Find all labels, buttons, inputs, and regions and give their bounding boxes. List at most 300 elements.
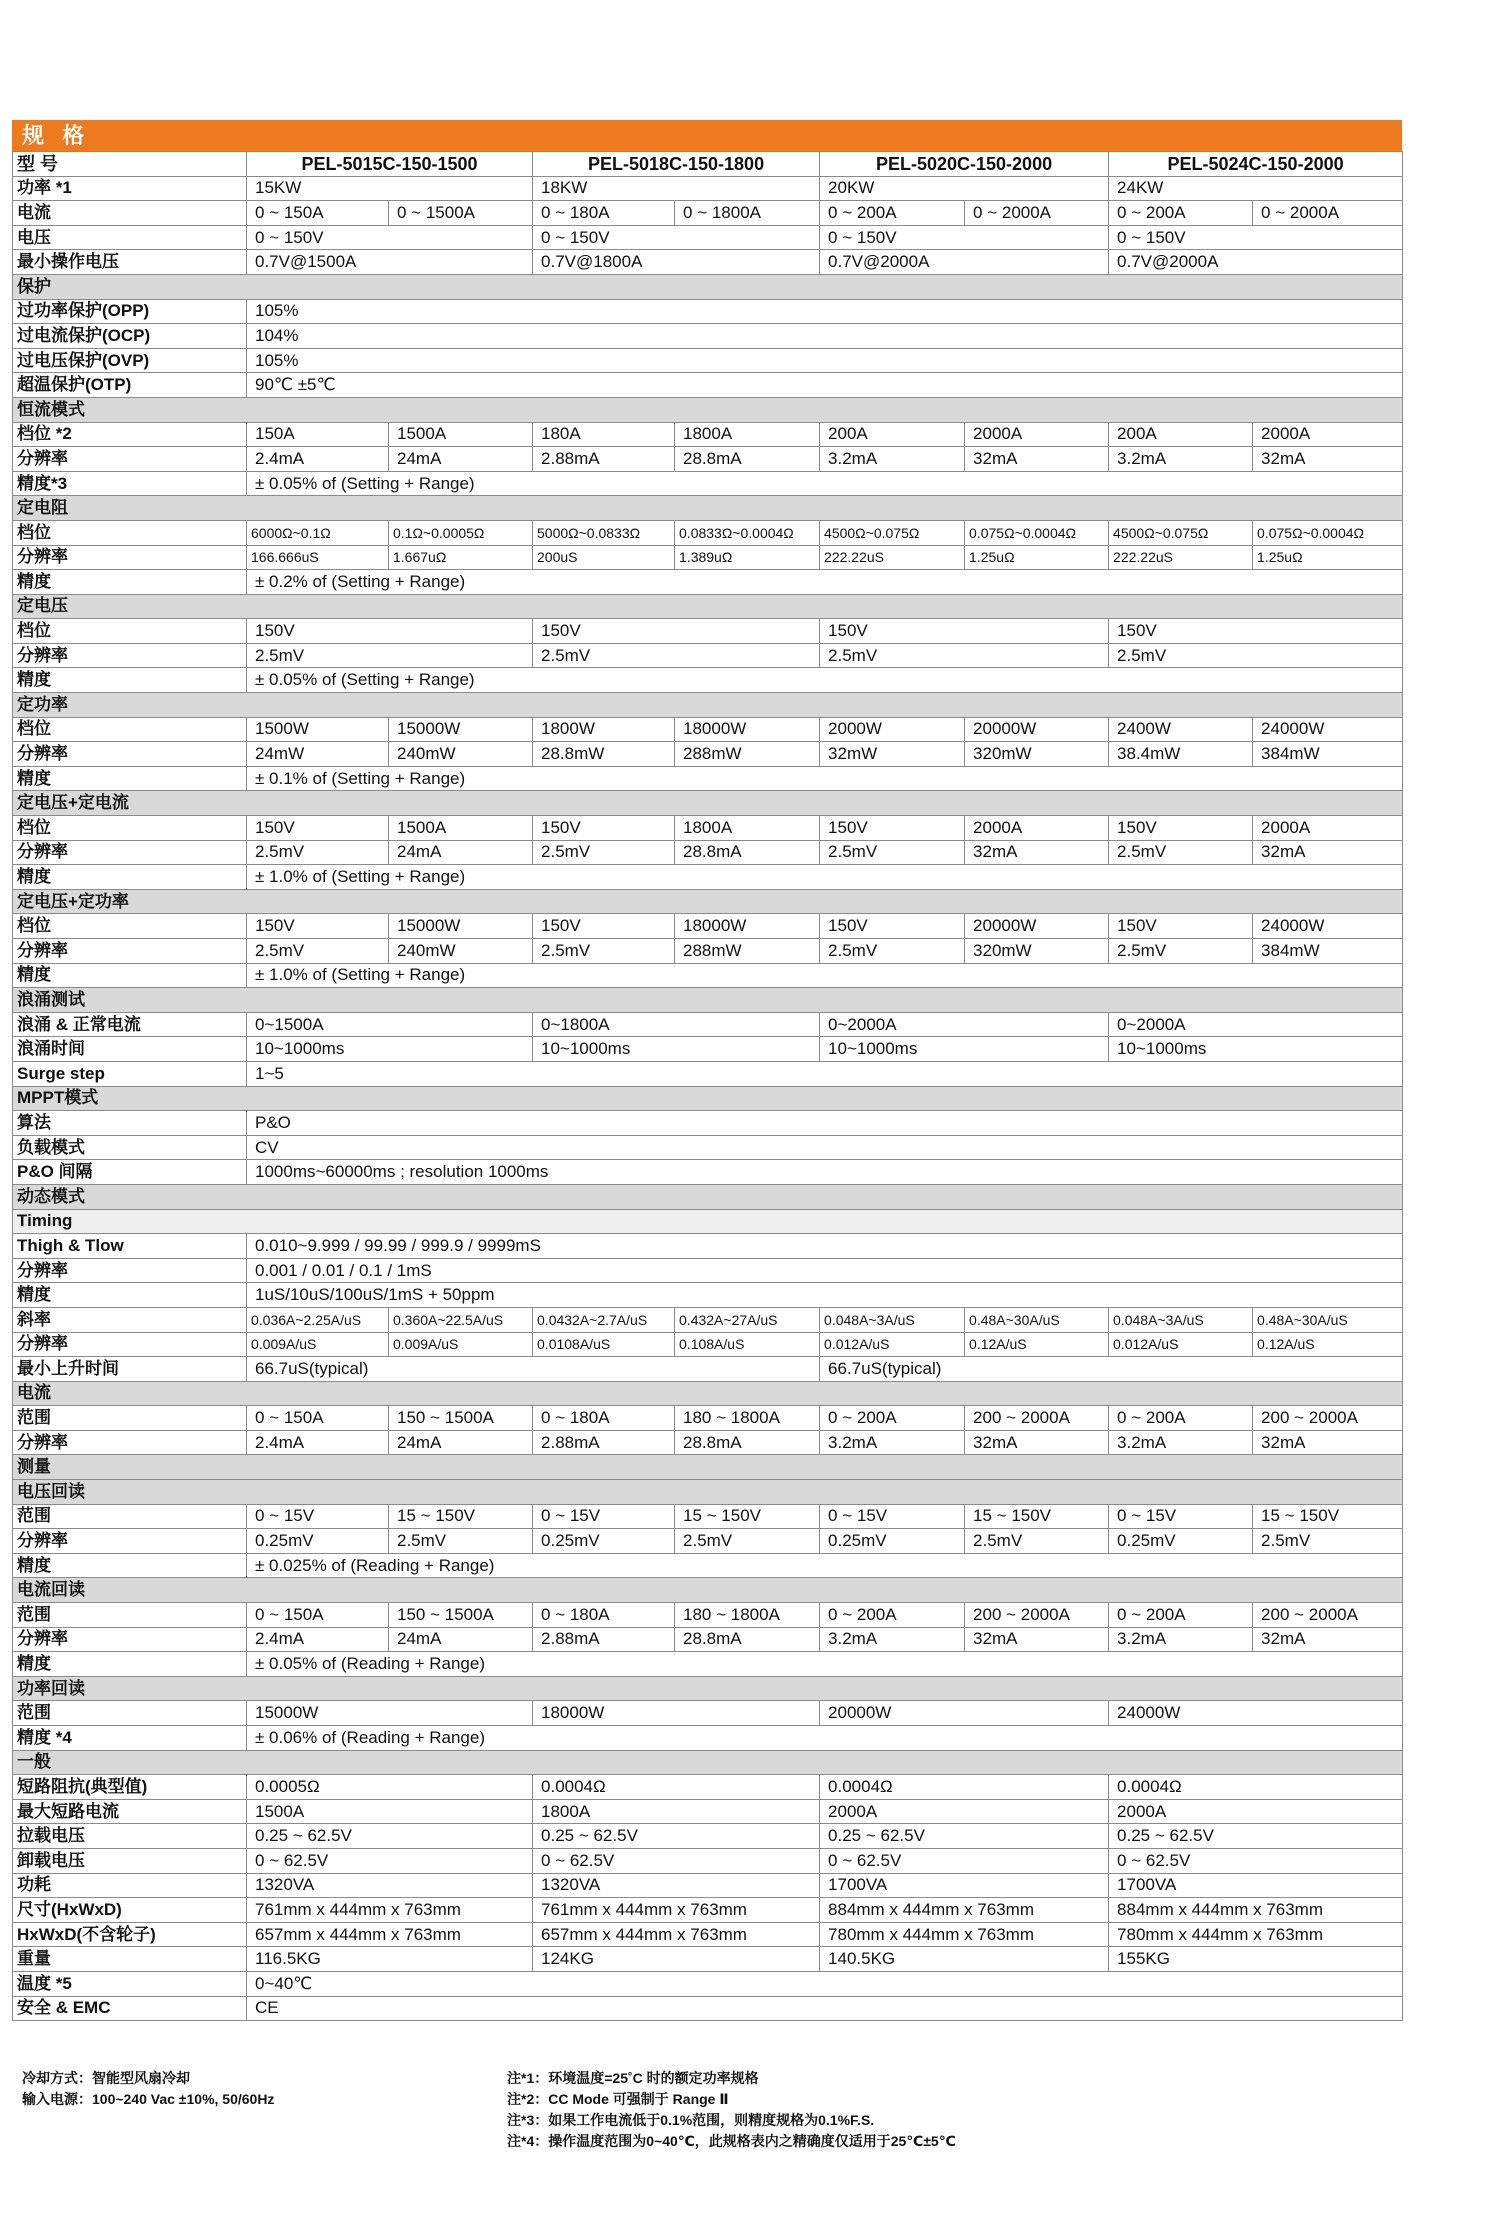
spec-cell: 320mW — [965, 939, 1109, 964]
spec-cell: 0.010~9.999 / 99.99 / 999.9 / 9999mS — [247, 1234, 1403, 1259]
spec-cell: 2000A — [965, 816, 1109, 841]
spec-cell: 28.8mA — [675, 1627, 820, 1652]
model-name: PEL-5020C-150-2000 — [820, 152, 1109, 177]
spec-cell: 0~1500A — [247, 1012, 533, 1037]
spec-row — [13, 1799, 1403, 1824]
spec-row — [13, 1234, 1403, 1259]
section-title: 功率回读 — [13, 1676, 1403, 1701]
spec-cell: 0.25 ~ 62.5V — [533, 1824, 820, 1849]
spec-cell: 28.8mA — [675, 1430, 820, 1455]
spec-cell: 0.1Ω~0.0005Ω — [389, 520, 533, 545]
spec-cell: 222.22uS — [1109, 545, 1253, 570]
spec-cell: 3.2mA — [1109, 1430, 1253, 1455]
spec-cell: 384mW — [1253, 939, 1403, 964]
row-label: 档位 — [13, 520, 247, 545]
row-label: 分辨率 — [13, 447, 247, 472]
spec-row — [13, 1283, 1403, 1308]
spec-cell: 3.2mA — [1109, 447, 1253, 472]
spec-cell: 2.5mV — [1109, 643, 1403, 668]
spec-cell: 2.5mV — [389, 1529, 533, 1554]
spec-row — [13, 1996, 1403, 2021]
spec-cell: 0 ~ 200A — [1109, 1603, 1253, 1628]
spec-cell: 1500A — [389, 816, 533, 841]
spec-cell: 0.25mV — [247, 1529, 389, 1554]
model-name: PEL-5015C-150-1500 — [247, 152, 533, 177]
row-label: 范围 — [13, 1504, 247, 1529]
spec-row — [13, 1307, 1403, 1332]
spec-cell: 0.048A~3A/uS — [820, 1307, 965, 1332]
spec-cell: 2.5mV — [1253, 1529, 1403, 1554]
spec-cell: 0.075Ω~0.0004Ω — [1253, 520, 1403, 545]
row-label: 范围 — [13, 1603, 247, 1628]
spec-cell: 32mA — [1253, 840, 1403, 865]
spec-cell: 0 ~ 150A — [247, 201, 389, 226]
spec-cell: 1.25uΩ — [965, 545, 1109, 570]
section-row — [13, 1381, 1403, 1406]
spec-row — [13, 717, 1403, 742]
spec-cell: 288mW — [675, 939, 820, 964]
row-label: 浪涌时间 — [13, 1037, 247, 1062]
spec-row — [13, 225, 1403, 250]
spec-cell: 320mW — [965, 742, 1109, 767]
spec-cell: 3.2mA — [820, 447, 965, 472]
spec-cell: 2000A — [1253, 816, 1403, 841]
note-3: 注*3：如果工作电流低于0.1%范围，则精度规格为0.1%F.S. — [507, 2112, 875, 2128]
spec-row — [13, 1947, 1403, 1972]
spec-cell: 0.25mV — [533, 1529, 675, 1554]
spec-row — [13, 619, 1403, 644]
spec-cell: 2.5mV — [533, 840, 675, 865]
spec-cell: 155KG — [1109, 1947, 1403, 1972]
row-label: 精度*3 — [13, 471, 247, 496]
spec-row — [13, 299, 1403, 324]
row-label: Surge step — [13, 1061, 247, 1086]
spec-cell: 15000W — [389, 914, 533, 939]
spec-cell: 0 ~ 15V — [533, 1504, 675, 1529]
row-label: 过功率保护(OPP) — [13, 299, 247, 324]
spec-sheet — [12, 120, 1402, 2021]
spec-cell: 240mW — [389, 742, 533, 767]
spec-cell: 24mW — [247, 742, 389, 767]
spec-row — [13, 1553, 1403, 1578]
spec-cell: 288mW — [675, 742, 820, 767]
spec-row — [13, 1332, 1403, 1357]
spec-cell: 20000W — [965, 717, 1109, 742]
spec-cell: 150V — [533, 914, 675, 939]
spec-row — [13, 1922, 1403, 1947]
row-label: 分辨率 — [13, 545, 247, 570]
spec-cell: 0~2000A — [1109, 1012, 1403, 1037]
spec-row — [13, 250, 1403, 275]
spec-cell: 780mm x 444mm x 763mm — [1109, 1922, 1403, 1947]
row-label: 精度 — [13, 1553, 247, 1578]
spec-cell: 24000W — [1109, 1701, 1403, 1726]
spec-row — [13, 1357, 1403, 1382]
spec-row — [13, 668, 1403, 693]
section-title: 定电压+定功率 — [13, 889, 1403, 914]
spec-cell: 150 ~ 1500A — [389, 1603, 533, 1628]
spec-cell: 24mA — [389, 1627, 533, 1652]
spec-table-body — [13, 152, 1403, 2021]
spec-cell: 0 ~ 200A — [820, 201, 965, 226]
spec-row — [13, 766, 1403, 791]
spec-cell: 2.4mA — [247, 447, 389, 472]
section-title: 恒流模式 — [13, 397, 1403, 422]
spec-row — [13, 1652, 1403, 1677]
spec-cell: ± 0.05% of (Setting + Range) — [247, 668, 1403, 693]
spec-cell: ± 0.1% of (Setting + Range) — [247, 766, 1403, 791]
spec-row — [13, 1037, 1403, 1062]
spec-cell: 2.5mV — [820, 643, 1109, 668]
row-label: 档位 — [13, 717, 247, 742]
spec-row — [13, 1775, 1403, 1800]
row-label: 分辨率 — [13, 840, 247, 865]
spec-cell: 384mW — [1253, 742, 1403, 767]
spec-cell: 166.666uS — [247, 545, 389, 570]
spec-cell: 0.25 ~ 62.5V — [247, 1824, 533, 1849]
spec-cell: 90℃ ±5℃ — [247, 373, 1403, 398]
row-label: Thigh & Tlow — [13, 1234, 247, 1259]
section-title: 定电阻 — [13, 496, 1403, 521]
spec-row — [13, 1529, 1403, 1554]
spec-cell: 884mm x 444mm x 763mm — [820, 1898, 1109, 1923]
row-label: 最小操作电压 — [13, 250, 247, 275]
spec-cell: 24000W — [1253, 914, 1403, 939]
spec-cell: ± 1.0% of (Setting + Range) — [247, 865, 1403, 890]
spec-cell: 1700VA — [820, 1873, 1109, 1898]
spec-cell: 104% — [247, 324, 1403, 349]
row-label: 档位 *2 — [13, 422, 247, 447]
spec-cell: 0 ~ 200A — [820, 1406, 965, 1431]
spec-cell: 0.48A~30A/uS — [1253, 1307, 1403, 1332]
spec-title-bar: 规 格 — [12, 120, 1402, 151]
spec-cell: 6000Ω~0.1Ω — [247, 520, 389, 545]
spec-cell: 0 ~ 150V — [533, 225, 820, 250]
row-label: 功耗 — [13, 1873, 247, 1898]
spec-cell: 150V — [533, 816, 675, 841]
spec-cell: 105% — [247, 299, 1403, 324]
spec-cell: 0.009A/uS — [247, 1332, 389, 1357]
section-title: 浪涌测试 — [13, 988, 1403, 1013]
section-row — [13, 496, 1403, 521]
spec-cell: 0.48A~30A/uS — [965, 1307, 1109, 1332]
spec-cell: 0.108A/uS — [675, 1332, 820, 1357]
spec-cell: 32mA — [1253, 447, 1403, 472]
spec-cell: 0.012A/uS — [1109, 1332, 1253, 1357]
spec-cell: 5000Ω~0.0833Ω — [533, 520, 675, 545]
spec-cell: 1320VA — [533, 1873, 820, 1898]
spec-cell: 0 ~ 62.5V — [820, 1848, 1109, 1873]
spec-cell: 0.7V@1800A — [533, 250, 820, 275]
spec-cell: 150V — [820, 619, 1109, 644]
spec-cell: 0.009A/uS — [389, 1332, 533, 1357]
spec-cell: 0 ~ 15V — [820, 1504, 965, 1529]
spec-cell: 1uS/10uS/100uS/1mS + 50ppm — [247, 1283, 1403, 1308]
section-title: 电流 — [13, 1381, 1403, 1406]
spec-cell: 884mm x 444mm x 763mm — [1109, 1898, 1403, 1923]
spec-cell: 2000A — [1253, 422, 1403, 447]
spec-cell: 0 ~ 2000A — [965, 201, 1109, 226]
spec-row — [13, 373, 1403, 398]
spec-cell: 0.001 / 0.01 / 0.1 / 1mS — [247, 1258, 1403, 1283]
spec-cell: 1500A — [247, 1799, 533, 1824]
spec-cell: P&O — [247, 1111, 1403, 1136]
spec-cell: 0 ~ 150V — [820, 225, 1109, 250]
spec-row — [13, 520, 1403, 545]
spec-row — [13, 1873, 1403, 1898]
spec-cell: 0 ~ 15V — [247, 1504, 389, 1529]
section-title: 保护 — [13, 274, 1403, 299]
spec-cell: 0 ~ 2000A — [1253, 201, 1403, 226]
spec-cell: 124KG — [533, 1947, 820, 1972]
spec-cell: 0.0004Ω — [820, 1775, 1109, 1800]
row-label: 范围 — [13, 1701, 247, 1726]
spec-row — [13, 1111, 1403, 1136]
row-label: 范围 — [13, 1406, 247, 1431]
spec-row — [13, 1971, 1403, 1996]
spec-cell: 200 ~ 2000A — [1253, 1406, 1403, 1431]
spec-row — [13, 1726, 1403, 1751]
spec-row — [13, 1406, 1403, 1431]
spec-cell: 20KW — [820, 176, 1109, 201]
spec-cell: 0 ~ 15V — [1109, 1504, 1253, 1529]
row-label: 浪涌 & 正常电流 — [13, 1012, 247, 1037]
spec-cell: 2.5mV — [1109, 840, 1253, 865]
spec-cell: 0 ~ 200A — [1109, 201, 1253, 226]
spec-row — [13, 939, 1403, 964]
spec-row — [13, 201, 1403, 226]
footer-right — [507, 2068, 956, 2152]
spec-row — [13, 324, 1403, 349]
spec-cell: 0~1800A — [533, 1012, 820, 1037]
spec-cell: 18000W — [533, 1701, 820, 1726]
spec-cell: 0.075Ω~0.0004Ω — [965, 520, 1109, 545]
spec-row — [13, 1701, 1403, 1726]
note-1: 注*1：环境温度=25˚C 时的额定功率规格 — [507, 2070, 759, 2086]
spec-cell: 1000ms~60000ms ; resolution 1000ms — [247, 1160, 1403, 1185]
row-label: 卸载电压 — [13, 1848, 247, 1873]
spec-cell: ± 0.06% of (Reading + Range) — [247, 1726, 1403, 1751]
section-row — [13, 1184, 1403, 1209]
spec-cell: 761mm x 444mm x 763mm — [533, 1898, 820, 1923]
spec-cell: 200uS — [533, 545, 675, 570]
spec-cell: 20000W — [965, 914, 1109, 939]
spec-cell: 150V — [533, 619, 820, 644]
spec-cell: 10~1000ms — [1109, 1037, 1403, 1062]
section-title: 定电压+定电流 — [13, 791, 1403, 816]
spec-cell: 2000A — [965, 422, 1109, 447]
spec-cell: 28.8mW — [533, 742, 675, 767]
spec-cell: 0 ~ 180A — [533, 1603, 675, 1628]
row-label: 精度 — [13, 865, 247, 890]
spec-cell: 150V — [247, 914, 389, 939]
spec-cell: ± 1.0% of (Setting + Range) — [247, 963, 1403, 988]
spec-cell: 0 ~ 62.5V — [247, 1848, 533, 1873]
cooling-note: 冷却方式：智能型风扇冷却 — [22, 2070, 190, 2086]
spec-cell: 0 ~ 180A — [533, 201, 675, 226]
section-title: 一般 — [13, 1750, 1403, 1775]
spec-cell: 1~5 — [247, 1061, 1403, 1086]
row-label: 最小上升时间 — [13, 1357, 247, 1382]
spec-cell: 0.12A/uS — [965, 1332, 1109, 1357]
spec-table — [12, 151, 1403, 2021]
spec-cell: 0.0108A/uS — [533, 1332, 675, 1357]
power-input-note: 输入电源：100~240 Vac ±10%, 50/60Hz — [22, 2091, 275, 2107]
spec-cell: CE — [247, 1996, 1403, 2021]
spec-cell: ± 0.2% of (Setting + Range) — [247, 570, 1403, 595]
model-header-row — [13, 152, 1403, 177]
spec-row — [13, 643, 1403, 668]
section-row — [13, 889, 1403, 914]
spec-cell: 4500Ω~0.075Ω — [1109, 520, 1253, 545]
spec-cell: 10~1000ms — [820, 1037, 1109, 1062]
spec-cell: 10~1000ms — [533, 1037, 820, 1062]
spec-cell: 150V — [820, 914, 965, 939]
spec-cell: 15000W — [389, 717, 533, 742]
spec-cell: 0~2000A — [820, 1012, 1109, 1037]
spec-row — [13, 422, 1403, 447]
spec-cell: 24000W — [1253, 717, 1403, 742]
spec-cell: 240mW — [389, 939, 533, 964]
spec-cell: 0.360A~22.5A/uS — [389, 1307, 533, 1332]
row-label: 分辨率 — [13, 1430, 247, 1455]
row-label: 精度 — [13, 963, 247, 988]
spec-cell: 150V — [820, 816, 965, 841]
row-label: 精度 — [13, 668, 247, 693]
spec-cell: 2.5mV — [533, 643, 820, 668]
spec-cell: 0.048A~3A/uS — [1109, 1307, 1253, 1332]
row-label: 功率 *1 — [13, 176, 247, 201]
spec-cell: 1800A — [675, 816, 820, 841]
spec-cell: 15 ~ 150V — [675, 1504, 820, 1529]
spec-row — [13, 914, 1403, 939]
row-label: 精度 — [13, 570, 247, 595]
spec-cell: 200 ~ 2000A — [965, 1406, 1109, 1431]
spec-cell: 3.2mA — [820, 1627, 965, 1652]
row-label: 档位 — [13, 816, 247, 841]
spec-cell: 0 ~ 150A — [247, 1603, 389, 1628]
row-label: 电流 — [13, 201, 247, 226]
spec-cell: 0.036A~2.25A/uS — [247, 1307, 389, 1332]
spec-row — [13, 1135, 1403, 1160]
spec-cell: 18000W — [675, 717, 820, 742]
model-name: PEL-5024C-150-2000 — [1109, 152, 1403, 177]
spec-cell: 657mm x 444mm x 763mm — [533, 1922, 820, 1947]
spec-cell: 15 ~ 150V — [1253, 1504, 1403, 1529]
section-row — [13, 1578, 1403, 1603]
row-label: 尺寸(HxWxD) — [13, 1898, 247, 1923]
row-label: 档位 — [13, 914, 247, 939]
spec-cell: 0 ~ 200A — [820, 1603, 965, 1628]
row-label: 分辨率 — [13, 742, 247, 767]
spec-cell: 105% — [247, 348, 1403, 373]
spec-row — [13, 840, 1403, 865]
spec-cell: 780mm x 444mm x 763mm — [820, 1922, 1109, 1947]
spec-cell: 15000W — [247, 1701, 533, 1726]
row-label: 过电流保护(OCP) — [13, 324, 247, 349]
section-row — [13, 988, 1403, 1013]
spec-row — [13, 570, 1403, 595]
section-row — [13, 397, 1403, 422]
row-label: 最大短路电流 — [13, 1799, 247, 1824]
spec-cell: 0.12A/uS — [1253, 1332, 1403, 1357]
spec-row — [13, 1627, 1403, 1652]
spec-cell: 2.5mV — [965, 1529, 1109, 1554]
spec-cell: 32mA — [965, 1430, 1109, 1455]
row-label: HxWxD(不含轮子) — [13, 1922, 247, 1947]
spec-row — [13, 348, 1403, 373]
spec-cell: 0~40℃ — [247, 1971, 1403, 1996]
spec-cell: 2400W — [1109, 717, 1253, 742]
spec-cell: 15 ~ 150V — [389, 1504, 533, 1529]
row-label: P&O 间隔 — [13, 1160, 247, 1185]
spec-cell: 0.012A/uS — [820, 1332, 965, 1357]
spec-cell: 28.8mA — [675, 840, 820, 865]
spec-cell: 0 ~ 150A — [247, 1406, 389, 1431]
spec-cell: 2.5mV — [675, 1529, 820, 1554]
spec-row — [13, 1504, 1403, 1529]
spec-cell: 32mW — [820, 742, 965, 767]
spec-cell: 0 ~ 62.5V — [1109, 1848, 1403, 1873]
spec-cell: 0 ~ 180A — [533, 1406, 675, 1431]
footer-left — [22, 2068, 274, 2110]
model-name: PEL-5018C-150-1800 — [533, 152, 820, 177]
spec-cell: 66.7uS(typical) — [247, 1357, 820, 1382]
section-title: 定电压 — [13, 594, 1403, 619]
spec-cell: 150V — [1109, 816, 1253, 841]
spec-cell: 200 ~ 2000A — [1253, 1603, 1403, 1628]
spec-cell: 657mm x 444mm x 763mm — [247, 1922, 533, 1947]
spec-cell: 24mA — [389, 447, 533, 472]
row-label: 分辨率 — [13, 1258, 247, 1283]
row-label: 短路阻抗(典型值) — [13, 1775, 247, 1800]
spec-cell: 2.88mA — [533, 1430, 675, 1455]
spec-cell: 2.4mA — [247, 1627, 389, 1652]
spec-cell: 0.25 ~ 62.5V — [820, 1824, 1109, 1849]
spec-cell: 1700VA — [1109, 1873, 1403, 1898]
spec-cell: 200A — [1109, 422, 1253, 447]
spec-row — [13, 742, 1403, 767]
spec-cell: 180A — [533, 422, 675, 447]
spec-cell: 28.8mA — [675, 447, 820, 472]
spec-cell: 32mA — [1253, 1430, 1403, 1455]
spec-cell: 20000W — [820, 1701, 1109, 1726]
spec-cell: 2000A — [820, 1799, 1109, 1824]
spec-row — [13, 176, 1403, 201]
row-label: 精度 — [13, 1283, 247, 1308]
spec-cell: 0.0004Ω — [533, 1775, 820, 1800]
spec-row — [13, 865, 1403, 890]
spec-cell: 24mA — [389, 1430, 533, 1455]
spec-cell: 18000W — [675, 914, 820, 939]
spec-cell: 24mA — [389, 840, 533, 865]
spec-cell: 24KW — [1109, 176, 1403, 201]
spec-cell: 1320VA — [247, 1873, 533, 1898]
spec-row — [13, 1898, 1403, 1923]
spec-cell: 200A — [820, 422, 965, 447]
subsection-row — [13, 1209, 1403, 1234]
spec-row — [13, 471, 1403, 496]
section-row — [13, 791, 1403, 816]
spec-cell: 2.5mV — [533, 939, 675, 964]
spec-cell: 180 ~ 1800A — [675, 1406, 820, 1431]
section-title: 电流回读 — [13, 1578, 1403, 1603]
spec-cell: 0 ~ 1500A — [389, 201, 533, 226]
spec-cell: 3.2mA — [1109, 1627, 1253, 1652]
subsection-title: Timing — [13, 1209, 1403, 1234]
section-title: 测量 — [13, 1455, 1403, 1480]
row-label: 分辨率 — [13, 939, 247, 964]
